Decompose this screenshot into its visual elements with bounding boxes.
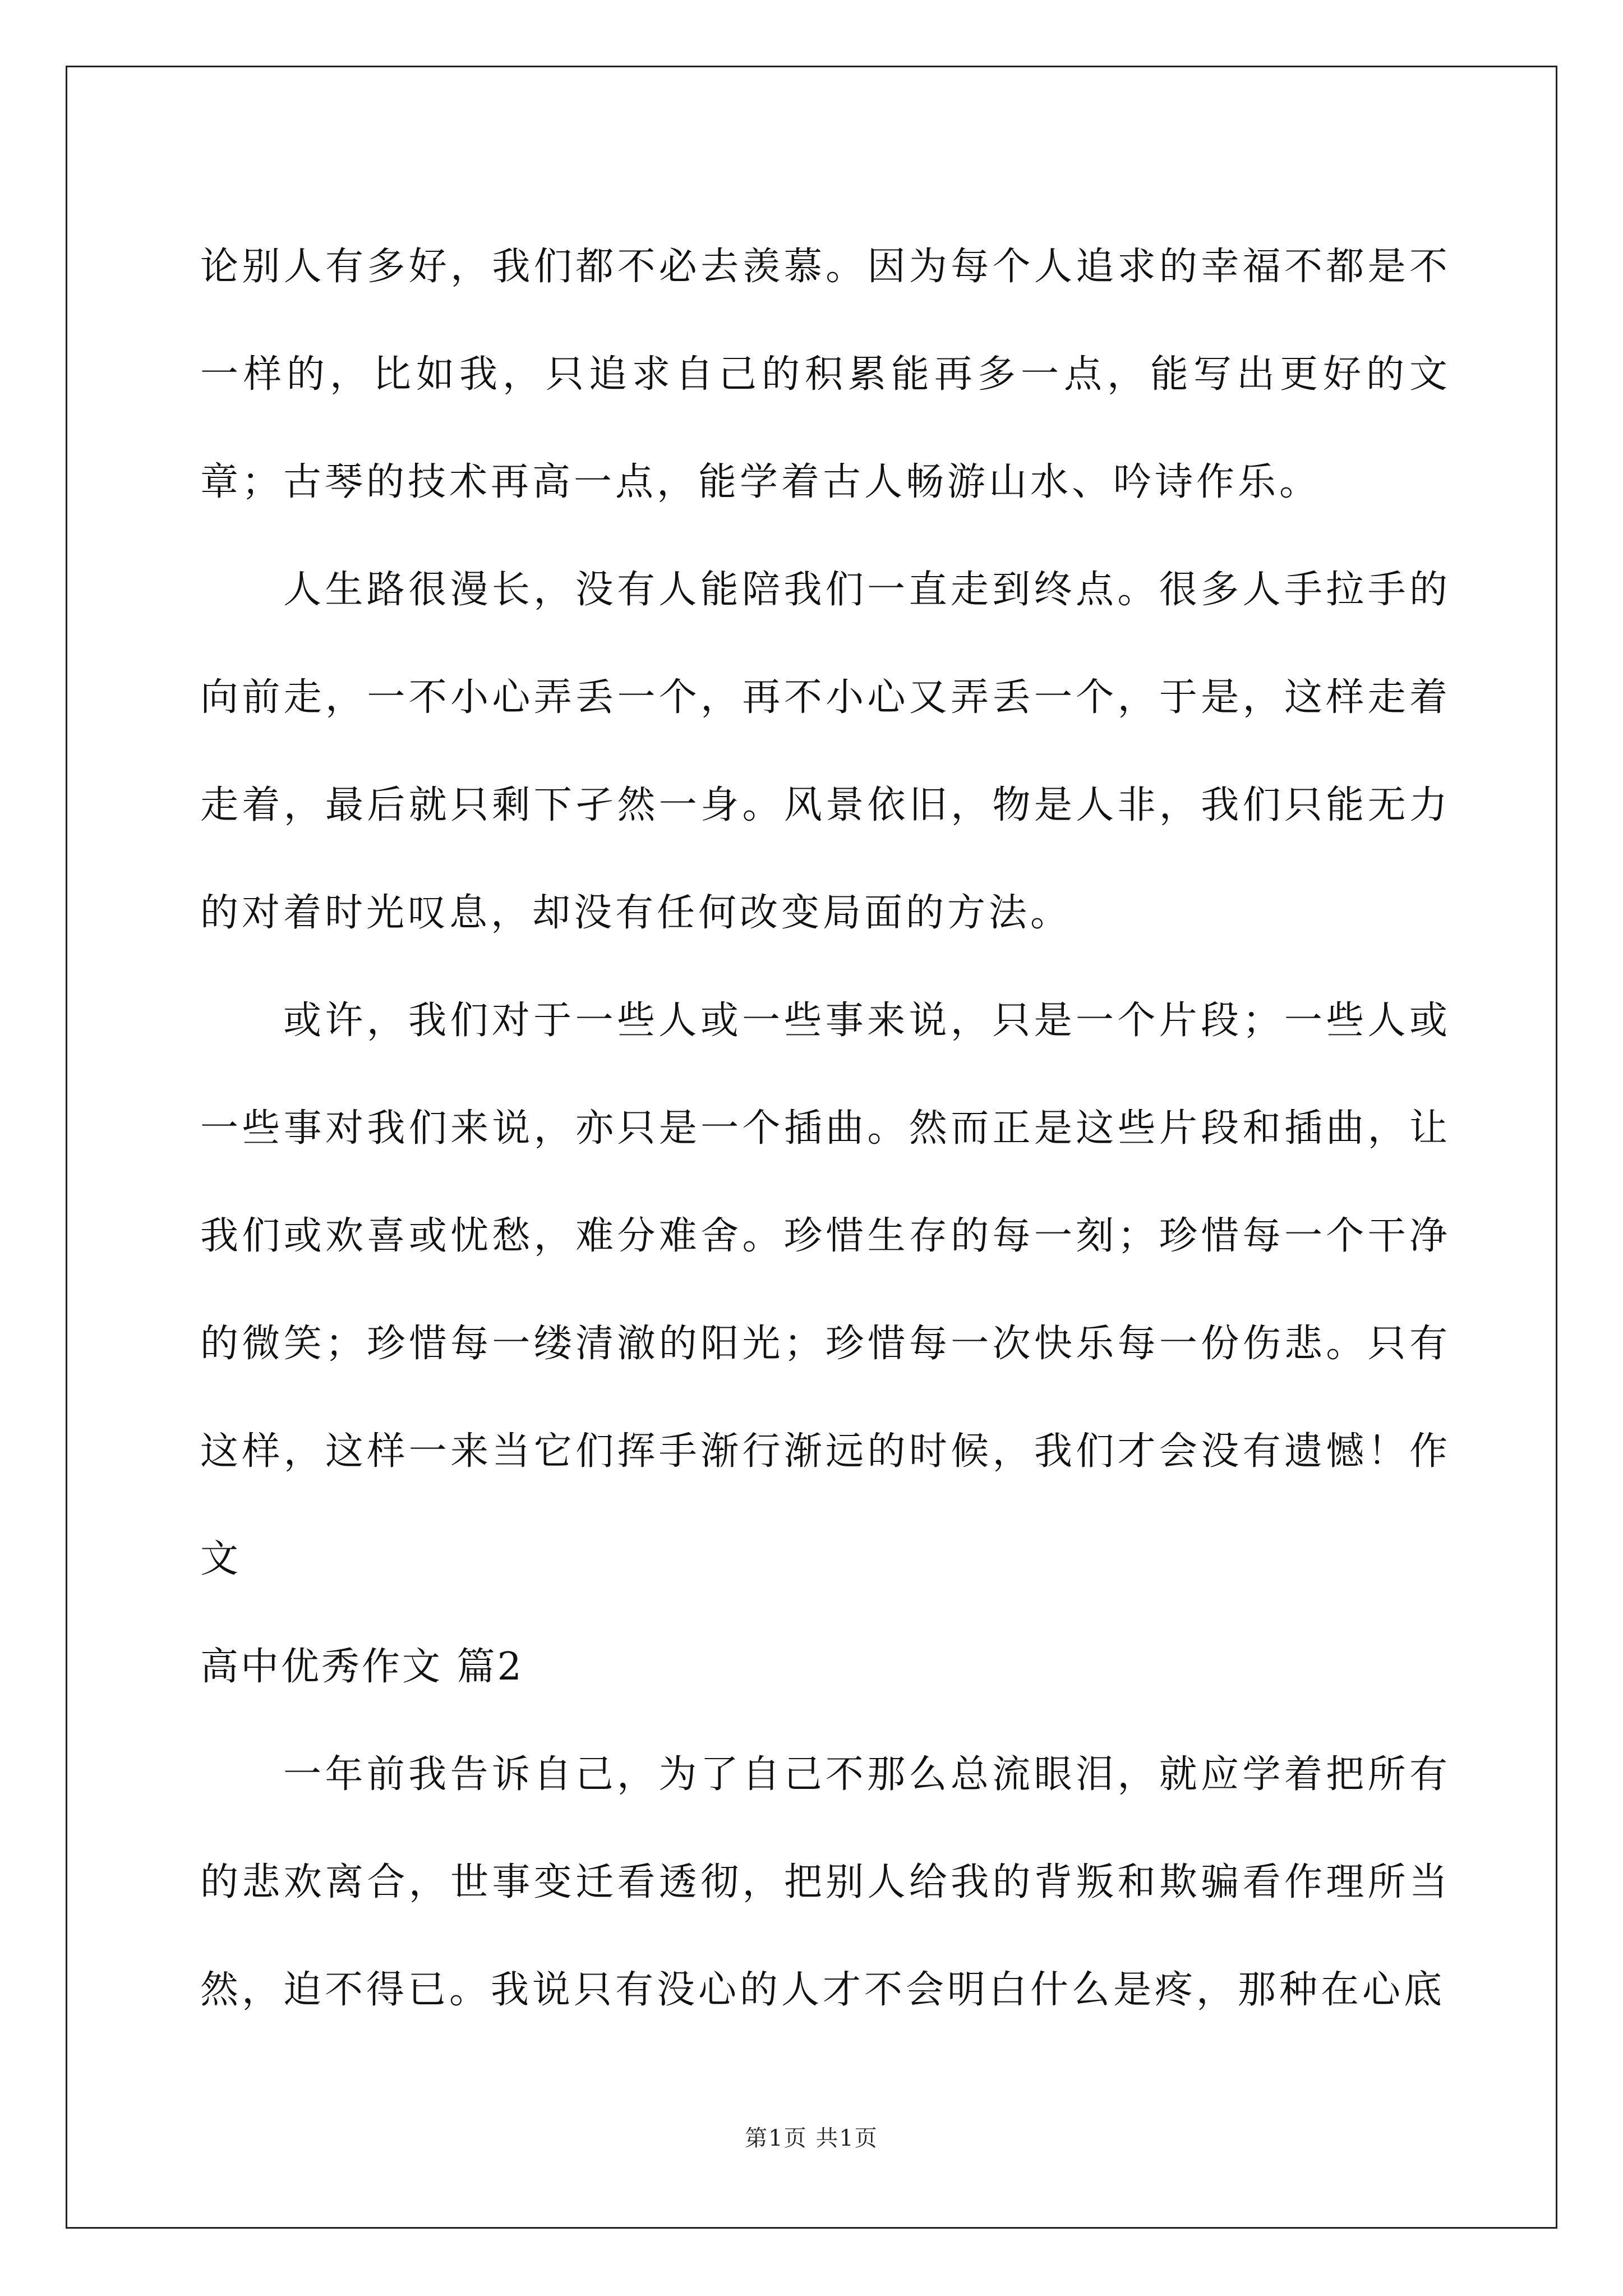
paragraph-3: 或许，我们对于一些人或一些事来说，只是一个片段；一些人或一些事对我们来说，亦只是一个插曲。然而正是这些片段和插曲，让我们或欢喜或忧愁，难分难舍。珍惜生存的每一刻；珍惜每一个干净的微笑；珍惜每一缕清澈的阳光；珍惜每一次快乐每一份伤悲。只有这样，这样一来当它们挥手渐行渐远的时候，我们才会没有遗憾！作文 <box>200 999 1451 1581</box>
section-title: 高中优秀作文 篇2 <box>200 1645 524 1689</box>
paragraph-2: 人生路很漫长，没有人能陪我们一直走到终点。很多人手拉手的向前走，一不小心弄丢一个，再不小心又弄丢一个，于是，这样走着走着，最后就只剩下孑然一身。风景依旧，物是人非，我们只能无力的对着时光叹息，却没有任何改变局面的方法。 <box>200 568 1451 935</box>
page-footer: 第1页 共1页 <box>745 2125 878 2151</box>
document-body <box>200 213 1451 2044</box>
paragraph-4: 一年前我告诉自己，为了自己不那么总流眼泪，就应学着把所有的悲欢离合，世事变迁看透彻，把别人给我的背叛和欺骗看作理所当然，迫不得已。我说只有没心的人才不会明白什么是疼，那种在心底 <box>200 1752 1451 2012</box>
paragraph-1: 论别人有多好，我们都不必去羡慕。因为每个人追求的幸福不都是不一样的，比如我，只追求自己的积累能再多一点，能写出更好的文章；古琴的技术再高一点，能学着古人畅游山水、吟诗作乐。 <box>200 245 1451 504</box>
